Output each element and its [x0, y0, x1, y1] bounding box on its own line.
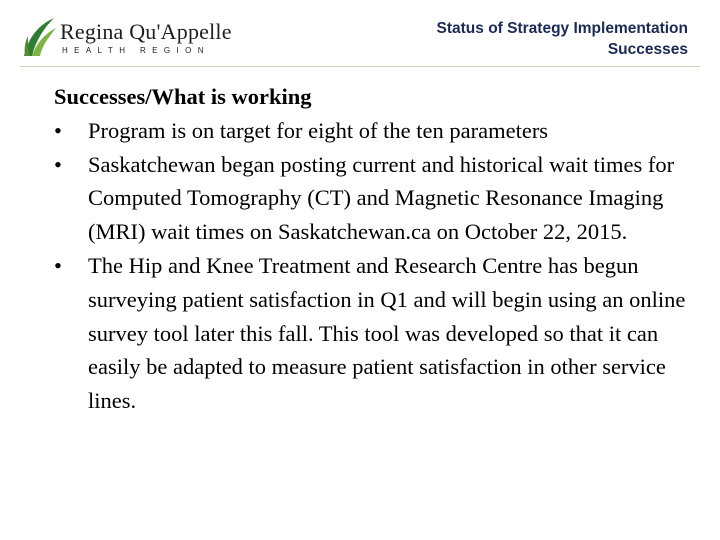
slide-body — [54, 80, 694, 418]
header-title-line1: Status of Strategy Implementation — [436, 20, 688, 37]
logo-name: Regina Qu'Appelle — [60, 19, 232, 44]
bullet-icon: • — [54, 151, 62, 177]
bullet-text: Program is on target for eight of the ten parameters — [88, 117, 549, 143]
leaf-logo-icon — [22, 16, 58, 58]
list-item — [54, 249, 694, 418]
organization-logo — [22, 16, 232, 58]
header-title-line2: Successes — [607, 41, 688, 58]
bullet-icon: • — [54, 117, 62, 143]
bullet-text: Saskatchewan began posting current and historical wait times for Computed Tomography (CT) and Magnetic Resonance Imaging (MRI) wait times on Saskatchewan.ca on October 22, 2015. — [88, 151, 675, 245]
bullet-list — [54, 114, 694, 418]
logo-subtitle: HEALTH REGION — [62, 46, 210, 55]
section-heading: Successes/What is working — [54, 84, 312, 109]
bullet-icon: • — [54, 252, 62, 278]
header-divider — [20, 66, 700, 67]
slide-header-title — [308, 18, 688, 60]
list-item — [54, 114, 694, 148]
list-item — [54, 148, 694, 249]
bullet-text: The Hip and Knee Treatment and Research Centre has begun surveying patient satisfaction in Q1 and will begin using an online survey tool later this fall. This tool was developed so that it can easily be adapted to measure patient satisfaction in other service lines. — [88, 252, 686, 414]
